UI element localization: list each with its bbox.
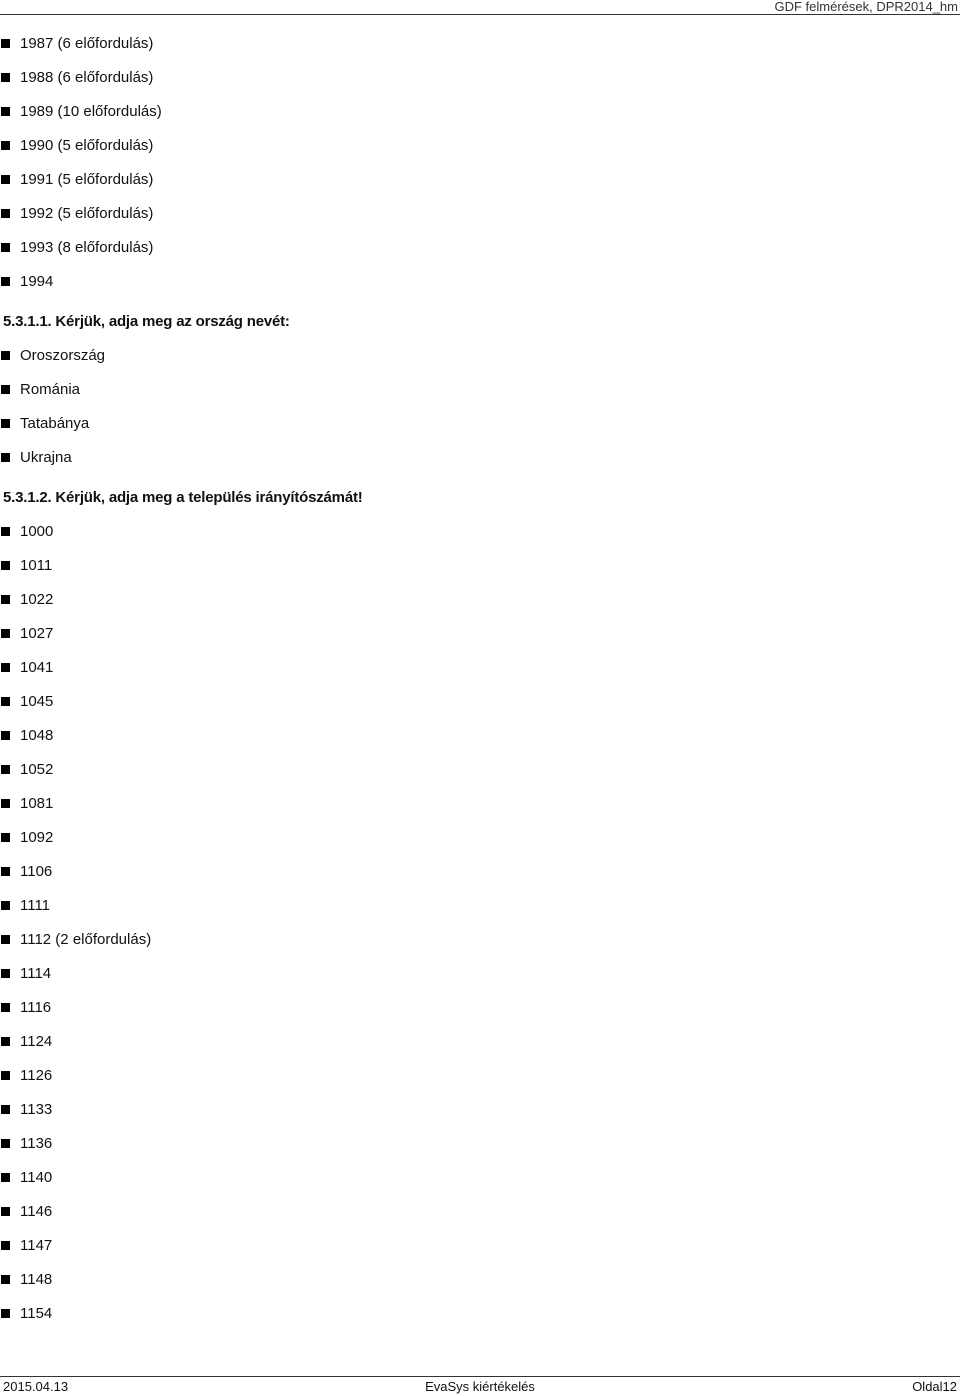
list-item xyxy=(0,95,960,129)
square-bullet-icon xyxy=(1,765,10,774)
list-item xyxy=(0,1093,960,1127)
list-item xyxy=(0,685,960,719)
square-bullet-icon xyxy=(1,351,10,360)
list-item xyxy=(0,855,960,889)
square-bullet-icon xyxy=(1,385,10,394)
list-item xyxy=(0,129,960,163)
list-item xyxy=(0,1161,960,1195)
footer-page-number: Oldal12 xyxy=(912,1379,957,1394)
list-item xyxy=(0,373,960,407)
square-bullet-icon xyxy=(1,1037,10,1046)
square-bullet-icon xyxy=(1,1275,10,1284)
square-bullet-icon xyxy=(1,833,10,842)
square-bullet-icon xyxy=(1,141,10,150)
list-item-text: 1136 xyxy=(20,1135,53,1152)
list-item xyxy=(0,339,960,373)
list-item xyxy=(0,265,960,299)
square-bullet-icon xyxy=(1,697,10,706)
list-item-text: Románia xyxy=(20,381,81,398)
question-zipcode-title: 5.3.1.2. Kérjük, adja meg a település irányítószámát! xyxy=(3,489,363,506)
list-item-text: 1991 (5 előfordulás) xyxy=(20,171,154,188)
list-item-text: Ukrajna xyxy=(20,449,72,466)
list-item-text: 1000 xyxy=(20,523,54,540)
list-item-text: 1990 (5 előfordulás) xyxy=(20,137,154,154)
list-item-text: 1987 (6 előfordulás) xyxy=(20,35,154,52)
square-bullet-icon xyxy=(1,799,10,808)
list-item xyxy=(0,197,960,231)
list-item xyxy=(0,163,960,197)
list-item xyxy=(0,957,960,991)
square-bullet-icon xyxy=(1,453,10,462)
report-content xyxy=(0,27,960,1331)
list-item-text: 1022 xyxy=(20,591,54,608)
list-item-text: 1126 xyxy=(20,1067,53,1084)
list-item-text: 1989 (10 előfordulás) xyxy=(20,103,162,120)
list-item xyxy=(0,1025,960,1059)
square-bullet-icon xyxy=(1,419,10,428)
square-bullet-icon xyxy=(1,527,10,536)
list-item-text: 1148 xyxy=(20,1271,53,1288)
header-title: GDF felmérések, DPR2014_hm xyxy=(774,0,958,14)
list-item xyxy=(0,651,960,685)
square-bullet-icon xyxy=(1,39,10,48)
country-list xyxy=(0,339,960,475)
list-item xyxy=(0,1127,960,1161)
list-item xyxy=(0,1059,960,1093)
square-bullet-icon xyxy=(1,1071,10,1080)
list-item-text: Tatabánya xyxy=(20,415,90,432)
list-item-text: 1147 xyxy=(20,1237,53,1254)
list-item xyxy=(0,1263,960,1297)
list-item-text: 1133 xyxy=(20,1101,53,1118)
list-item-text: 1993 (8 előfordulás) xyxy=(20,239,154,256)
list-item-text: 1140 xyxy=(20,1169,53,1186)
page-footer xyxy=(0,1376,960,1396)
square-bullet-icon xyxy=(1,731,10,740)
footer-date: 2015.04.13 xyxy=(3,1379,69,1394)
list-item-text: 1092 xyxy=(20,829,54,846)
square-bullet-icon xyxy=(1,935,10,944)
list-item-text: 1114 xyxy=(20,965,52,982)
list-item xyxy=(0,441,960,475)
list-item xyxy=(0,515,960,549)
square-bullet-icon xyxy=(1,175,10,184)
list-item-text: 1116 xyxy=(20,999,52,1016)
list-item-text: 1988 (6 előfordulás) xyxy=(20,69,154,86)
year-list xyxy=(0,27,960,299)
square-bullet-icon xyxy=(1,1003,10,1012)
list-item xyxy=(0,231,960,265)
square-bullet-icon xyxy=(1,243,10,252)
list-item xyxy=(0,1195,960,1229)
list-item xyxy=(0,549,960,583)
square-bullet-icon xyxy=(1,867,10,876)
list-item-text: 1045 xyxy=(20,693,54,710)
square-bullet-icon xyxy=(1,1241,10,1250)
list-item-text: 1011 xyxy=(20,557,53,574)
list-item xyxy=(0,1297,960,1331)
list-item xyxy=(0,27,960,61)
list-item xyxy=(0,1229,960,1263)
square-bullet-icon xyxy=(1,107,10,116)
list-item-text: 1992 (5 előfordulás) xyxy=(20,205,154,222)
list-item-text: 1124 xyxy=(20,1033,53,1050)
list-item xyxy=(0,787,960,821)
square-bullet-icon xyxy=(1,1173,10,1182)
list-item xyxy=(0,821,960,855)
list-item-text: 1154 xyxy=(20,1305,53,1322)
square-bullet-icon xyxy=(1,629,10,638)
list-item-text: 1052 xyxy=(20,761,54,778)
list-item-text: 1994 xyxy=(20,273,54,290)
square-bullet-icon xyxy=(1,277,10,286)
list-item-text: 1106 xyxy=(20,863,53,880)
list-item xyxy=(0,753,960,787)
square-bullet-icon xyxy=(1,663,10,672)
list-item xyxy=(0,991,960,1025)
list-item-text: 1081 xyxy=(20,795,54,812)
list-item-text: 1111 xyxy=(20,897,51,914)
list-item xyxy=(0,583,960,617)
square-bullet-icon xyxy=(1,209,10,218)
list-item xyxy=(0,407,960,441)
list-item xyxy=(0,889,960,923)
square-bullet-icon xyxy=(1,595,10,604)
list-item-text: 1112 (2 előfordulás) xyxy=(20,931,152,948)
list-item-text: 1041 xyxy=(20,659,54,676)
list-item xyxy=(0,61,960,95)
square-bullet-icon xyxy=(1,561,10,570)
square-bullet-icon xyxy=(1,969,10,978)
list-item xyxy=(0,719,960,753)
question-country-title: 5.3.1.1. Kérjük, adja meg az ország nevét: xyxy=(3,313,290,330)
list-item-text: 1146 xyxy=(20,1203,53,1220)
list-item-text: 1048 xyxy=(20,727,54,744)
zipcode-list xyxy=(0,515,960,1331)
square-bullet-icon xyxy=(1,1309,10,1318)
list-item xyxy=(0,923,960,957)
list-item xyxy=(0,617,960,651)
square-bullet-icon xyxy=(1,901,10,910)
square-bullet-icon xyxy=(1,1207,10,1216)
square-bullet-icon xyxy=(1,73,10,82)
list-item-text: 1027 xyxy=(20,625,54,642)
page-header xyxy=(0,0,960,15)
list-item-text: Oroszország xyxy=(20,347,106,364)
footer-title: EvaSys kiértékelés xyxy=(425,1379,535,1394)
square-bullet-icon xyxy=(1,1105,10,1114)
square-bullet-icon xyxy=(1,1139,10,1148)
